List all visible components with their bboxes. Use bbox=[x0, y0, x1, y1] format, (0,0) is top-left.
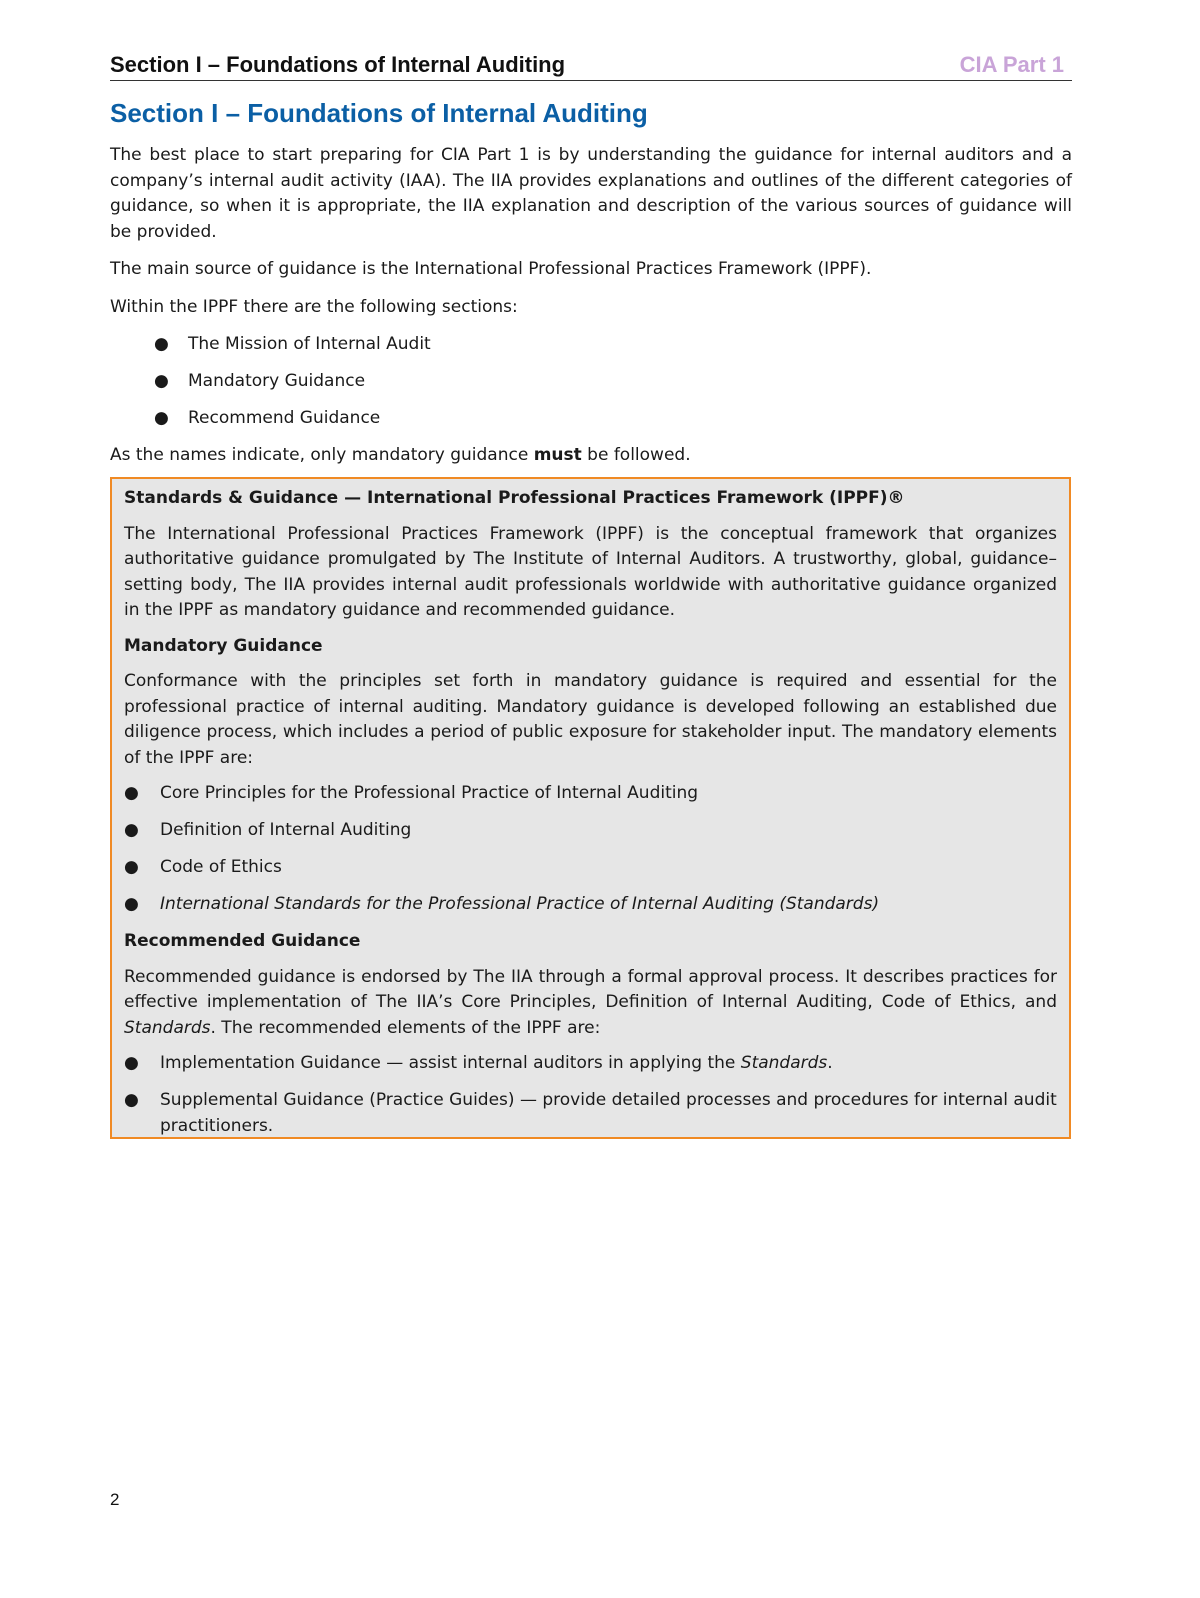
list-item: ● Definition of Internal Auditing bbox=[124, 818, 1057, 844]
list-item: ● Code of Ethics bbox=[124, 855, 1057, 881]
page-number: 2 bbox=[110, 1490, 120, 1509]
mandatory-heading: Mandatory Guidance bbox=[124, 635, 323, 656]
header-part: CIA Part 1 bbox=[959, 52, 1064, 77]
header-title: Section I – Foundations of Internal Auditing bbox=[110, 52, 566, 77]
emphasis-must: must bbox=[533, 445, 582, 465]
names-paragraph: As the names indicate, only mandatory guidance must be followed. bbox=[110, 445, 691, 465]
ippf-callout-box bbox=[110, 477, 1071, 1139]
page-title: Section I – Foundations of Internal Auditing bbox=[110, 98, 648, 128]
sections-list bbox=[110, 332, 1072, 432]
list-item: ● International Standards for the Professional Practice of Internal Auditing (Standards) bbox=[124, 892, 1057, 918]
body-content bbox=[110, 143, 1072, 469]
within-paragraph: Within the IPPF there are the following sections: bbox=[110, 296, 518, 317]
recommended-heading: Recommended Guidance bbox=[124, 931, 361, 951]
main-source-paragraph: The main source of guidance is the International Professional Practices Framework (IPPF). bbox=[110, 259, 872, 279]
bullet-icon: ● bbox=[124, 783, 139, 803]
callout-heading: Standards & Guidance — International Professional Practices Framework (IPPF)® bbox=[124, 488, 905, 508]
bullet-icon: ● bbox=[154, 334, 169, 354]
bullet-icon: ● bbox=[124, 820, 139, 840]
mandatory-body: Conformance with the principles set forth in mandatory guidance is required and essential for the professional practice of internal auditing. Mandatory guidance is developed following an established due diligence process, which includes a period of public exposure for stakeholder input. The mandatory elements of the IPPF are: bbox=[124, 671, 1057, 768]
recommended-list bbox=[124, 1051, 1057, 1139]
list-item: ● Implementation Guidance — assist internal auditors in applying the Standards. bbox=[124, 1051, 1057, 1077]
bullet-icon: ● bbox=[124, 1090, 139, 1110]
list-item: ● The Mission of Internal Audit bbox=[110, 332, 1072, 358]
callout-body: The International Professional Practices Framework (IPPF) is the conceptual framework that organizes authoritative guidance promulgated by The Institute of Internal Auditors. A trustworthy, global, guidance–setting body, The IIA provides internal audit professionals worldwide with authoritative guidance organized in the IPPF as mandatory guidance and recommended guidance. bbox=[124, 523, 1057, 620]
recommended-body: Recommended guidance is endorsed by The IIA through a formal approval process. It describes practices for effective implementation of The IIA’s Core Principles, Definition of Internal Auditing, Code of Ethics, and Standards. The recommended elements of the IPPF are: bbox=[124, 966, 1057, 1038]
list-item: ● Recommend Guidance bbox=[110, 406, 1072, 432]
mandatory-list bbox=[124, 781, 1057, 918]
list-item: ● Mandatory Guidance bbox=[110, 369, 1072, 395]
bullet-icon: ● bbox=[124, 857, 139, 877]
bullet-icon: ● bbox=[124, 894, 139, 914]
bullet-icon: ● bbox=[154, 371, 169, 391]
intro-paragraph: The best place to start preparing for CIA Part 1 is by understanding the guidance for internal auditors and a company’s internal audit activity (IAA). The IIA provides explanations and outlines of the different categories of guidance, so when it is appropriate, the IIA explanation and description of the various sources of guidance will be provided. bbox=[110, 145, 1072, 242]
running-header bbox=[110, 50, 1072, 81]
list-item: ● Supplemental Guidance (Practice Guides) — provide detailed processes and procedures for internal audit practitioners. bbox=[124, 1090, 1057, 1136]
bullet-icon: ● bbox=[154, 408, 169, 428]
list-item: ● Core Principles for the Professional Practice of Internal Auditing bbox=[124, 781, 1057, 807]
bullet-icon: ● bbox=[124, 1053, 139, 1073]
